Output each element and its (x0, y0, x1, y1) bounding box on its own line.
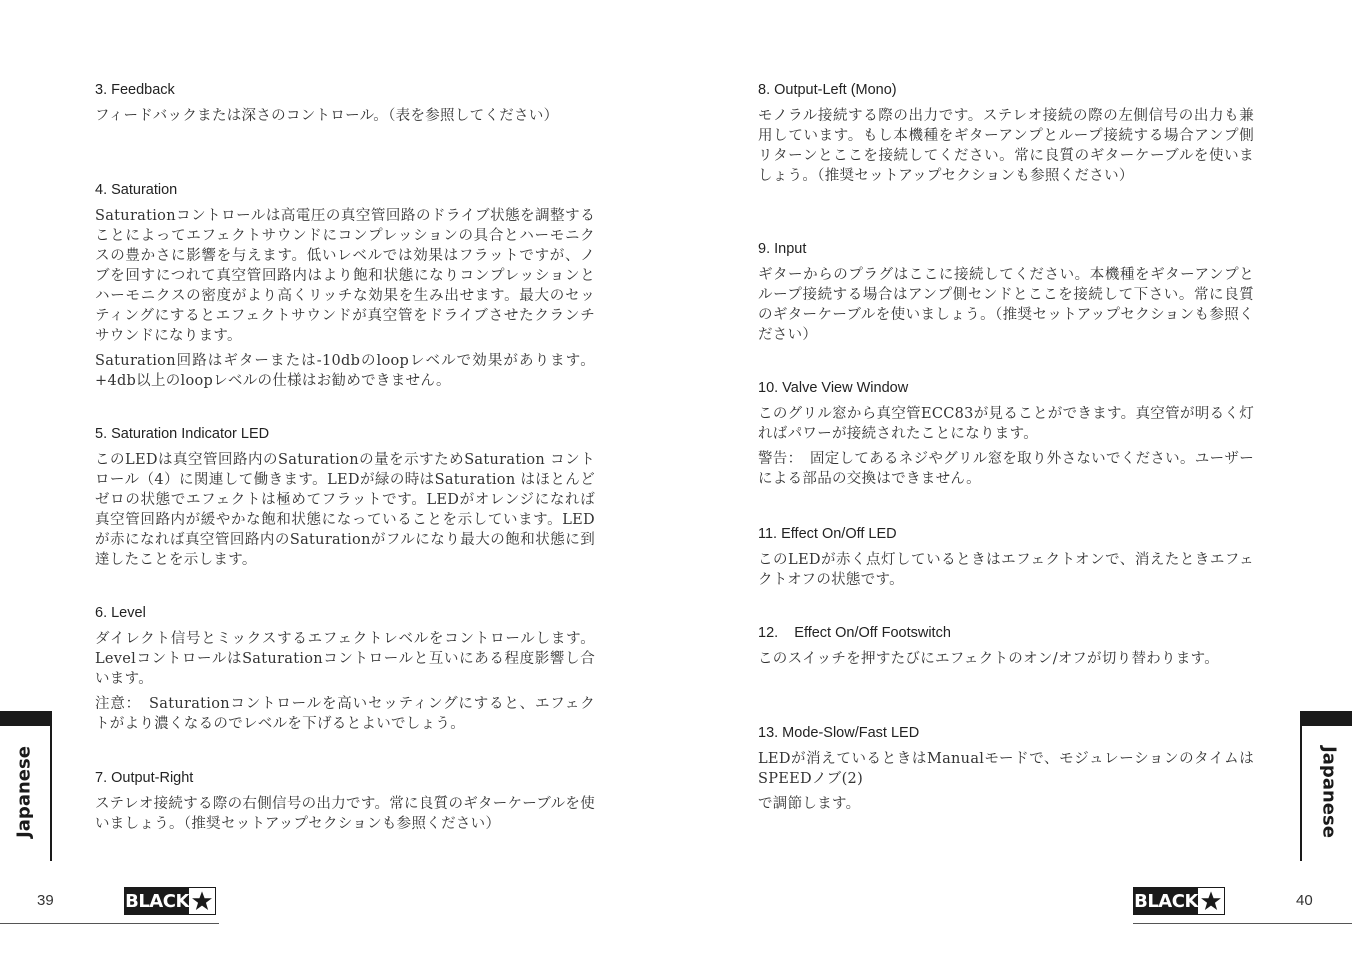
section-valve-view-window (758, 379, 1254, 494)
section-heading: 10. Valve View Window (758, 380, 909, 396)
section-output-left-mono (758, 81, 1254, 191)
section-paragraph: モノラル接続する際の出力です。ステレオ接続の際の左側信号の出力も兼用しています。もし本機種をギターアンプとループ接続する場合アンプ側リターンとここを接続してください。常に良質のギターケーブルを使いましょう。（推奨セットアップセクションも参照ください） (758, 108, 1254, 184)
section-paragraph: ステレオ接続する際の右側信号の出力です。常に良質のギターケーブルを使いましょう。（推奨セットアップセクションも参照ください） (95, 796, 596, 832)
section-saturation (95, 181, 595, 396)
section-feedback (95, 81, 595, 131)
brand-logo-right (1133, 887, 1225, 915)
page-number-right: 40 (1296, 892, 1313, 909)
section-heading: 11. Effect On/Off LED (758, 526, 897, 542)
footer-rule-left (0, 923, 219, 924)
brand-logo-word: BLACK (125, 888, 189, 914)
section-paragraph: Saturation回路はギターまたは-10dbのloopレベルで効果があります。+4db以上のloopレベルの仕様はお勧めできません。 (95, 353, 595, 389)
section-heading: 3. Feedback (95, 82, 175, 98)
side-tab-label: Japanese (13, 746, 35, 838)
section-heading: 7. Output-Right (95, 770, 194, 786)
brand-logo-left (124, 887, 216, 915)
section-level (95, 604, 595, 739)
section-heading: 4. Saturation (95, 182, 178, 198)
section-heading: 6. Level (95, 605, 146, 621)
section-paragraph: ギターからのプラグはここに接続してください。本機種をギターアンプとループ接続する場合はアンプ側センドとここを接続して下さい。常に良質のギターケーブルを使いましょう。（推奨セットアップセクションも参照ください） (758, 267, 1254, 343)
section-input (758, 240, 1254, 350)
section-paragraph: で調節します。 (758, 796, 861, 812)
side-tab-label: Japanese (1318, 746, 1340, 838)
section-paragraph: このLEDは真空管回路内のSaturationの量を示すためSaturation コントロール（4）に関連して働きます。LEDが緑の時はSaturation はほとんどゼロの状態でエフェクトは極めてフラットです。LEDがオレンジになれば真空管回路内が緩やかな飽和状態になっていることを示しています。LEDが赤になれば真空管回路内のSaturationがフルになり最大の飽和状態に到達したことを示します。 (95, 452, 595, 568)
star-icon (189, 890, 215, 912)
section-paragraph: このスイッチを押すたびにエフェクトのオン/オフが切り替わります。 (758, 651, 1220, 667)
section-output-right (95, 769, 595, 839)
section-mode-slow-fast-led (758, 724, 1254, 819)
section-heading: 8. Output-Left (Mono) (758, 82, 897, 98)
section-paragraph: 警告： 固定してあるネジやグリル窓を取り外さないでください。ユーザーによる部品の交換はできません。 (758, 451, 1254, 487)
section-paragraph: ダイレクト信号とミックスするエフェクトレベルをコントロールします。LevelコントロールはSaturationコントロールと互いにある程度影響し合います。 (95, 631, 595, 687)
star-icon (1198, 890, 1224, 912)
section-heading: 9. Input (758, 241, 807, 257)
section-heading: 5. Saturation Indicator LED (95, 426, 270, 442)
brand-logo-word: BLACK (1134, 888, 1198, 914)
page-number-left: 39 (37, 892, 54, 909)
side-tab-left (0, 711, 52, 861)
section-paragraph: このグリル窓から真空管ECC83が見ることができます。真空管が明るく灯ればパワーが接続されたことになります。 (758, 406, 1254, 442)
section-paragraph: 注意： Saturationコントロールを高いセッティングにすると、エフェクトがより濃くなるのでレベルを下げるとよいでしょう。 (95, 696, 595, 732)
section-heading: 12. Effect On/Off Footswitch (758, 625, 951, 641)
footer-rule-right (1133, 923, 1352, 924)
section-saturation-indicator-led (95, 425, 595, 575)
section-paragraph: このLEDが赤く点灯しているときはエフェクトオンで、消えたときエフェクトオフの状態です。 (758, 552, 1254, 588)
section-paragraph: LEDが消えているときはManualモードで、モジュレーションのタイムはSPEEDノブ(2) (758, 751, 1254, 787)
section-effect-on-off-footswitch (758, 624, 1254, 674)
side-tab-right (1300, 711, 1352, 861)
section-heading: 13. Mode-Slow/Fast LED (758, 725, 920, 741)
section-paragraph: Saturationコントロールは高電圧の真空管回路のドライブ状態を調整することによってエフェクトサウンドにコンプレッションの具合とハーモニクスの豊かさに影響を与えます。低いレベルでは効果はフラットですが、ノブを回すにつれて真空管回路内はより飽和状態になりコンプレッションとハーモニクスの密度がより高くリッチな効果を生み出せます。最大のセッティングにするとエフェクトサウンドが真空管をドライブさせたクランチサウンドになります。 (95, 208, 595, 344)
section-effect-on-off-led (758, 525, 1254, 595)
section-paragraph: フィードバックまたは深さのコントロール。（表を参照してください） (95, 108, 559, 124)
